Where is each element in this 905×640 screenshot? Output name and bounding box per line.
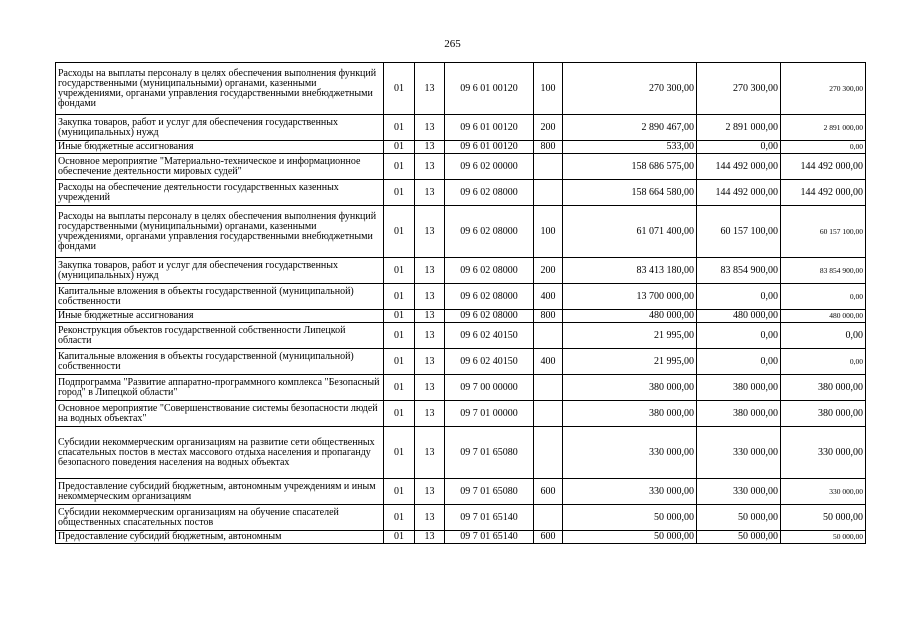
subsection-code: 13 bbox=[415, 141, 445, 154]
subsection-code: 13 bbox=[415, 284, 445, 310]
target-code: 09 6 02 40150 bbox=[445, 323, 534, 349]
table-row bbox=[56, 505, 866, 531]
row-name: Основное мероприятие "Совершенствование системы безопасности людей на водных объектах" bbox=[56, 401, 384, 427]
expense-type-code: 600 bbox=[534, 479, 563, 505]
target-code: 09 7 01 65080 bbox=[445, 479, 534, 505]
amount-year3: 60 157 100,00 bbox=[781, 206, 866, 258]
amount-year1: 270 300,00 bbox=[563, 63, 697, 115]
section-code: 01 bbox=[384, 479, 415, 505]
row-name: Иные бюджетные ассигнования bbox=[56, 310, 384, 323]
amount-year2: 270 300,00 bbox=[697, 63, 781, 115]
amount-year1: 380 000,00 bbox=[563, 401, 697, 427]
amount-year1: 50 000,00 bbox=[563, 531, 697, 544]
row-name: Предоставление субсидий бюджетным, автономным bbox=[56, 531, 384, 544]
target-code: 09 7 01 65140 bbox=[445, 531, 534, 544]
section-code: 01 bbox=[384, 284, 415, 310]
expense-type-code: 100 bbox=[534, 63, 563, 115]
section-code: 01 bbox=[384, 401, 415, 427]
section-code: 01 bbox=[384, 349, 415, 375]
amount-year2: 144 492 000,00 bbox=[697, 180, 781, 206]
amount-year2: 50 000,00 bbox=[697, 505, 781, 531]
table-row bbox=[56, 310, 866, 323]
amount-year2: 480 000,00 bbox=[697, 310, 781, 323]
amount-year1: 158 664 580,00 bbox=[563, 180, 697, 206]
target-code: 09 6 01 00120 bbox=[445, 63, 534, 115]
amount-year2: 50 000,00 bbox=[697, 531, 781, 544]
table-row bbox=[56, 375, 866, 401]
expense-type-code bbox=[534, 154, 563, 180]
section-code: 01 bbox=[384, 115, 415, 141]
row-name: Основное мероприятие "Материально-техническое и информационное обеспечение деятельности мировых судей" bbox=[56, 154, 384, 180]
amount-year3: 50 000,00 bbox=[781, 531, 866, 544]
row-name: Расходы на выплаты персоналу в целях обеспечения выполнения функций государственными (муниципальными) органами, казенными учреждениями, органами управления государственными внебюджетными фондами bbox=[56, 63, 384, 115]
subsection-code: 13 bbox=[415, 375, 445, 401]
target-code: 09 6 02 08000 bbox=[445, 180, 534, 206]
amount-year2: 380 000,00 bbox=[697, 401, 781, 427]
expense-type-code: 800 bbox=[534, 310, 563, 323]
budget-table bbox=[55, 62, 866, 544]
subsection-code: 13 bbox=[415, 323, 445, 349]
section-code: 01 bbox=[384, 258, 415, 284]
table-row bbox=[56, 349, 866, 375]
amount-year2: 330 000,00 bbox=[697, 479, 781, 505]
table-row bbox=[56, 141, 866, 154]
table-row bbox=[56, 531, 866, 544]
subsection-code: 13 bbox=[415, 180, 445, 206]
row-name: Субсидии некоммерческим организациям на развитие сети общественных спасательных постов в местах массового отдыха населения и пропаганду безопасного поведения населения на водных объектах bbox=[56, 427, 384, 479]
row-name: Расходы на выплаты персоналу в целях обеспечения выполнения функций государственными (муниципальными) органами, казенными учреждениями, органами управления государственными внебюджетными фондами bbox=[56, 206, 384, 258]
section-code: 01 bbox=[384, 141, 415, 154]
table-row bbox=[56, 154, 866, 180]
amount-year3: 0,00 bbox=[781, 349, 866, 375]
amount-year3: 330 000,00 bbox=[781, 479, 866, 505]
amount-year1: 21 995,00 bbox=[563, 323, 697, 349]
target-code: 09 7 00 00000 bbox=[445, 375, 534, 401]
amount-year2: 144 492 000,00 bbox=[697, 154, 781, 180]
subsection-code: 13 bbox=[415, 479, 445, 505]
target-code: 09 6 02 00000 bbox=[445, 154, 534, 180]
subsection-code: 13 bbox=[415, 310, 445, 323]
amount-year2: 0,00 bbox=[697, 349, 781, 375]
amount-year1: 158 686 575,00 bbox=[563, 154, 697, 180]
table-row bbox=[56, 284, 866, 310]
amount-year1: 533,00 bbox=[563, 141, 697, 154]
amount-year3: 480 000,00 bbox=[781, 310, 866, 323]
row-name: Иные бюджетные ассигнования bbox=[56, 141, 384, 154]
target-code: 09 6 02 40150 bbox=[445, 349, 534, 375]
section-code: 01 bbox=[384, 505, 415, 531]
amount-year2: 0,00 bbox=[697, 141, 781, 154]
amount-year1: 480 000,00 bbox=[563, 310, 697, 323]
expense-type-code: 600 bbox=[534, 531, 563, 544]
subsection-code: 13 bbox=[415, 154, 445, 180]
row-name: Капитальные вложения в объекты государственной (муниципальной) собственности bbox=[56, 349, 384, 375]
subsection-code: 13 bbox=[415, 63, 445, 115]
section-code: 01 bbox=[384, 154, 415, 180]
table-row bbox=[56, 63, 866, 115]
amount-year3: 0,00 bbox=[781, 141, 866, 154]
section-code: 01 bbox=[384, 206, 415, 258]
amount-year2: 83 854 900,00 bbox=[697, 258, 781, 284]
amount-year3: 144 492 000,00 bbox=[781, 180, 866, 206]
section-code: 01 bbox=[384, 310, 415, 323]
subsection-code: 13 bbox=[415, 401, 445, 427]
expense-type-code bbox=[534, 401, 563, 427]
table-row bbox=[56, 427, 866, 479]
subsection-code: 13 bbox=[415, 531, 445, 544]
target-code: 09 6 02 08000 bbox=[445, 284, 534, 310]
table-row bbox=[56, 401, 866, 427]
row-name: Капитальные вложения в объекты государственной (муниципальной) собственности bbox=[56, 284, 384, 310]
amount-year2: 330 000,00 bbox=[697, 427, 781, 479]
expense-type-code: 100 bbox=[534, 206, 563, 258]
target-code: 09 7 01 00000 bbox=[445, 401, 534, 427]
amount-year3: 380 000,00 bbox=[781, 375, 866, 401]
expense-type-code bbox=[534, 375, 563, 401]
amount-year2: 0,00 bbox=[697, 323, 781, 349]
amount-year3: 330 000,00 bbox=[781, 427, 866, 479]
expense-type-code bbox=[534, 427, 563, 479]
subsection-code: 13 bbox=[415, 115, 445, 141]
expense-type-code bbox=[534, 323, 563, 349]
target-code: 09 6 02 08000 bbox=[445, 206, 534, 258]
amount-year1: 61 071 400,00 bbox=[563, 206, 697, 258]
amount-year3: 144 492 000,00 bbox=[781, 154, 866, 180]
amount-year3: 0,00 bbox=[781, 323, 866, 349]
target-code: 09 7 01 65140 bbox=[445, 505, 534, 531]
row-name: Подпрограмма "Развитие аппаратно-программного комплекса "Безопасный город" в Липецкой области" bbox=[56, 375, 384, 401]
section-code: 01 bbox=[384, 427, 415, 479]
amount-year1: 13 700 000,00 bbox=[563, 284, 697, 310]
amount-year3: 380 000,00 bbox=[781, 401, 866, 427]
row-name: Расходы на обеспечение деятельности государственных казенных учреждений bbox=[56, 180, 384, 206]
amount-year2: 2 891 000,00 bbox=[697, 115, 781, 141]
expense-type-code: 200 bbox=[534, 258, 563, 284]
amount-year1: 50 000,00 bbox=[563, 505, 697, 531]
amount-year3: 83 854 900,00 bbox=[781, 258, 866, 284]
target-code: 09 6 01 00120 bbox=[445, 141, 534, 154]
expense-type-code bbox=[534, 180, 563, 206]
amount-year1: 380 000,00 bbox=[563, 375, 697, 401]
section-code: 01 bbox=[384, 180, 415, 206]
target-code: 09 6 01 00120 bbox=[445, 115, 534, 141]
table-row bbox=[56, 180, 866, 206]
row-name: Предоставление субсидий бюджетным, автономным учреждениям и иным некоммерческим организациям bbox=[56, 479, 384, 505]
expense-type-code: 400 bbox=[534, 349, 563, 375]
subsection-code: 13 bbox=[415, 349, 445, 375]
amount-year3: 270 300,00 bbox=[781, 63, 866, 115]
subsection-code: 13 bbox=[415, 258, 445, 284]
table-row bbox=[56, 479, 866, 505]
amount-year3: 2 891 000,00 bbox=[781, 115, 866, 141]
page-number: 265 bbox=[444, 38, 461, 50]
amount-year1: 21 995,00 bbox=[563, 349, 697, 375]
section-code: 01 bbox=[384, 63, 415, 115]
expense-type-code bbox=[534, 505, 563, 531]
expense-type-code: 800 bbox=[534, 141, 563, 154]
row-name: Закупка товаров, работ и услуг для обеспечения государственных (муниципальных) нужд bbox=[56, 115, 384, 141]
section-code: 01 bbox=[384, 375, 415, 401]
amount-year1: 2 890 467,00 bbox=[563, 115, 697, 141]
amount-year2: 380 000,00 bbox=[697, 375, 781, 401]
target-code: 09 6 02 08000 bbox=[445, 258, 534, 284]
amount-year3: 50 000,00 bbox=[781, 505, 866, 531]
expense-type-code: 200 bbox=[534, 115, 563, 141]
amount-year1: 83 413 180,00 bbox=[563, 258, 697, 284]
table-row bbox=[56, 115, 866, 141]
row-name: Субсидии некоммерческим организациям на обучение спасателей общественных спасательных постов bbox=[56, 505, 384, 531]
table-row bbox=[56, 323, 866, 349]
section-code: 01 bbox=[384, 323, 415, 349]
subsection-code: 13 bbox=[415, 505, 445, 531]
table-row bbox=[56, 206, 866, 258]
row-name: Закупка товаров, работ и услуг для обеспечения государственных (муниципальных) нужд bbox=[56, 258, 384, 284]
subsection-code: 13 bbox=[415, 427, 445, 479]
table-row bbox=[56, 258, 866, 284]
subsection-code: 13 bbox=[415, 206, 445, 258]
amount-year2: 0,00 bbox=[697, 284, 781, 310]
amount-year2: 60 157 100,00 bbox=[697, 206, 781, 258]
target-code: 09 7 01 65080 bbox=[445, 427, 534, 479]
expense-type-code: 400 bbox=[534, 284, 563, 310]
target-code: 09 6 02 08000 bbox=[445, 310, 534, 323]
section-code: 01 bbox=[384, 531, 415, 544]
row-name: Реконструкция объектов государственной собственности Липецкой области bbox=[56, 323, 384, 349]
amount-year1: 330 000,00 bbox=[563, 427, 697, 479]
amount-year1: 330 000,00 bbox=[563, 479, 697, 505]
amount-year3: 0,00 bbox=[781, 284, 866, 310]
